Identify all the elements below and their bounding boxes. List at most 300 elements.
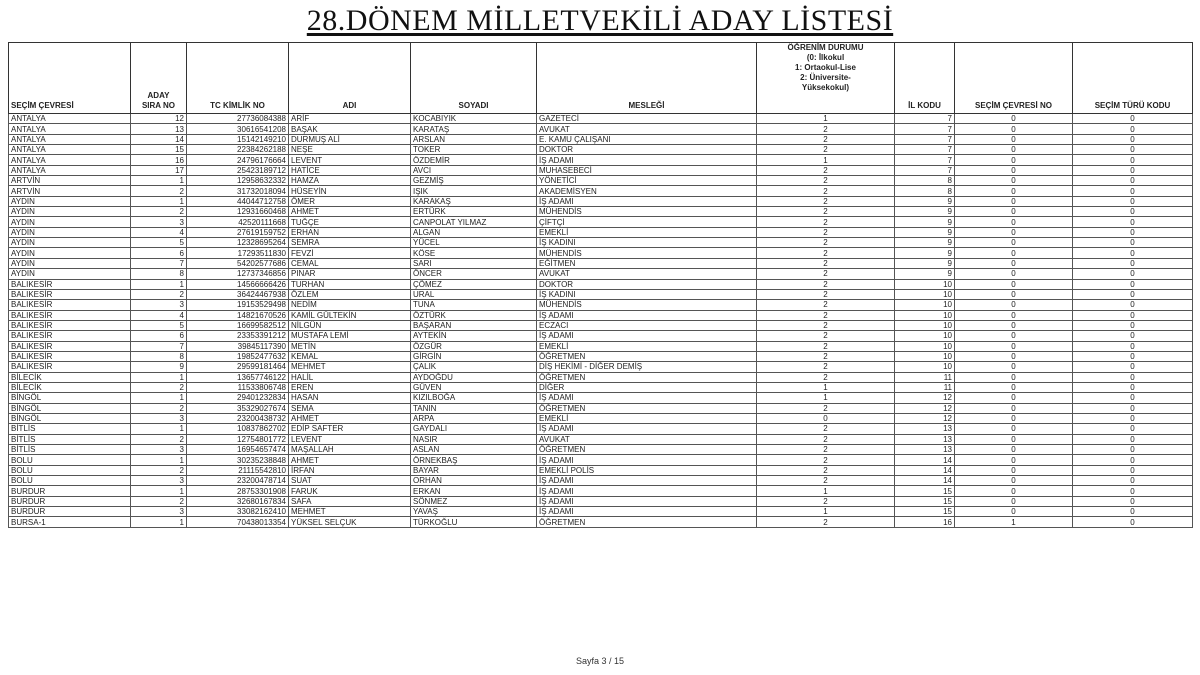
cell-district: AYDIN — [9, 269, 131, 279]
cell-surname: YÜCEL — [411, 238, 537, 248]
cell-tc: 29599181464 — [187, 362, 289, 372]
cell-district: AYDIN — [9, 248, 131, 258]
cell-job: EMEKLİ — [537, 413, 757, 423]
cell-job: MÜHENDİS — [537, 248, 757, 258]
cell-order: 1 — [131, 486, 187, 496]
cell-surname: ÇÖMEZ — [411, 279, 537, 289]
cell-education: 1 — [757, 486, 895, 496]
cell-tc: 12754801772 — [187, 434, 289, 444]
cell-province-code: 9 — [895, 258, 955, 268]
cell-election-type: 0 — [1073, 507, 1193, 517]
cell-job: AVUKAT — [537, 124, 757, 134]
cell-province-code: 10 — [895, 351, 955, 361]
document-title: 28.DÖNEM MİLLETVEKİLİ ADAY LİSTESİ — [306, 4, 894, 37]
cell-education: 2 — [757, 279, 895, 289]
cell-order: 8 — [131, 351, 187, 361]
cell-election-type: 0 — [1073, 517, 1193, 527]
cell-order: 1 — [131, 372, 187, 382]
cell-district: BİTLİS — [9, 434, 131, 444]
cell-district: BURDUR — [9, 486, 131, 496]
cell-district: ANTALYA — [9, 155, 131, 165]
cell-surname: KÖSE — [411, 248, 537, 258]
cell-job: DİĞER — [537, 382, 757, 392]
table-row — [9, 413, 1193, 423]
cell-job: ÖĞRETMEN — [537, 351, 757, 361]
cell-district-no: 0 — [955, 434, 1073, 444]
cell-tc: 12328695264 — [187, 238, 289, 248]
cell-district-no: 0 — [955, 289, 1073, 299]
cell-tc: 27619159752 — [187, 227, 289, 237]
cell-education: 2 — [757, 331, 895, 341]
cell-district-no: 0 — [955, 424, 1073, 434]
cell-province-code: 12 — [895, 393, 955, 403]
cell-tc: 11533806748 — [187, 382, 289, 392]
cell-tc: 30616541208 — [187, 124, 289, 134]
cell-election-type: 0 — [1073, 382, 1193, 392]
header-district-no: SEÇİM ÇEVRESİ NO — [955, 43, 1073, 114]
header-job: MESLEĞİ — [537, 43, 757, 114]
cell-tc: 25423189712 — [187, 165, 289, 175]
cell-job: İŞ KADINI — [537, 238, 757, 248]
cell-province-code: 12 — [895, 413, 955, 423]
cell-name: MEHMET — [289, 362, 411, 372]
cell-surname: TOKER — [411, 145, 537, 155]
cell-name: HATİCE — [289, 165, 411, 175]
cell-surname: ÇALIK — [411, 362, 537, 372]
header-education: ÖĞRENİM DURUMU (0: İlkokul 1: Ortaokul-Lise 2: Üniversite- Yüksekokul) — [757, 43, 895, 114]
cell-province-code: 12 — [895, 403, 955, 413]
cell-order: 7 — [131, 341, 187, 351]
cell-order: 3 — [131, 300, 187, 310]
cell-job: İŞ ADAMI — [537, 455, 757, 465]
cell-job: DOKTOR — [537, 279, 757, 289]
cell-election-type: 0 — [1073, 227, 1193, 237]
cell-province-code: 7 — [895, 124, 955, 134]
cell-education: 2 — [757, 176, 895, 186]
cell-tc: 30235238848 — [187, 455, 289, 465]
table-row — [9, 393, 1193, 403]
cell-district-no: 0 — [955, 372, 1073, 382]
cell-district-no: 0 — [955, 362, 1073, 372]
cell-election-type: 0 — [1073, 258, 1193, 268]
cell-education: 1 — [757, 155, 895, 165]
cell-order: 2 — [131, 186, 187, 196]
cell-election-type: 0 — [1073, 496, 1193, 506]
cell-name: MEHMET — [289, 507, 411, 517]
cell-district-no: 0 — [955, 445, 1073, 455]
cell-district-no: 0 — [955, 114, 1073, 124]
cell-education: 2 — [757, 496, 895, 506]
cell-district: BALIKESİR — [9, 279, 131, 289]
cell-district: BALIKESİR — [9, 341, 131, 351]
cell-province-code: 10 — [895, 320, 955, 330]
cell-name: TUĞÇE — [289, 217, 411, 227]
table-row — [9, 186, 1193, 196]
table-row — [9, 331, 1193, 341]
table-row — [9, 351, 1193, 361]
cell-tc: 15142149210 — [187, 134, 289, 144]
cell-district: ANTALYA — [9, 145, 131, 155]
table-row — [9, 269, 1193, 279]
cell-education: 2 — [757, 445, 895, 455]
table-row — [9, 124, 1193, 134]
cell-education: 2 — [757, 289, 895, 299]
cell-province-code: 9 — [895, 248, 955, 258]
table-row — [9, 207, 1193, 217]
cell-surname: ARPA — [411, 413, 537, 423]
cell-tc: 13657746122 — [187, 372, 289, 382]
cell-order: 2 — [131, 382, 187, 392]
cell-district-no: 0 — [955, 455, 1073, 465]
table-row — [9, 496, 1193, 506]
cell-name: SEMA — [289, 403, 411, 413]
cell-election-type: 0 — [1073, 372, 1193, 382]
cell-tc: 17293511830 — [187, 248, 289, 258]
table-row — [9, 134, 1193, 144]
table-row — [9, 445, 1193, 455]
cell-district-no: 0 — [955, 310, 1073, 320]
cell-district: BURDUR — [9, 507, 131, 517]
cell-name: HÜSEYİN — [289, 186, 411, 196]
cell-education: 2 — [757, 434, 895, 444]
cell-district: AYDIN — [9, 207, 131, 217]
cell-job: İŞ ADAMI — [537, 393, 757, 403]
cell-order: 6 — [131, 331, 187, 341]
cell-province-code: 11 — [895, 372, 955, 382]
cell-name: HALİL — [289, 372, 411, 382]
cell-district-no: 0 — [955, 496, 1073, 506]
cell-job: ÖĞRETMEN — [537, 517, 757, 527]
cell-surname: ASLAN — [411, 445, 537, 455]
cell-district: BALIKESİR — [9, 362, 131, 372]
cell-name: ÖZLEM — [289, 289, 411, 299]
cell-district: BOLU — [9, 465, 131, 475]
cell-district-no: 0 — [955, 507, 1073, 517]
cell-education: 1 — [757, 382, 895, 392]
cell-election-type: 0 — [1073, 238, 1193, 248]
cell-province-code: 13 — [895, 424, 955, 434]
cell-province-code: 8 — [895, 176, 955, 186]
cell-job: İŞ ADAMI — [537, 507, 757, 517]
cell-election-type: 0 — [1073, 341, 1193, 351]
cell-district-no: 0 — [955, 217, 1073, 227]
table-row — [9, 517, 1193, 527]
cell-district: BALIKESİR — [9, 351, 131, 361]
cell-job: İŞ ADAMI — [537, 496, 757, 506]
cell-surname: KARAKAŞ — [411, 196, 537, 206]
cell-order: 6 — [131, 248, 187, 258]
cell-election-type: 0 — [1073, 145, 1193, 155]
cell-election-type: 0 — [1073, 176, 1193, 186]
cell-job: AVUKAT — [537, 269, 757, 279]
cell-order: 4 — [131, 227, 187, 237]
table-body — [9, 114, 1193, 528]
cell-order: 2 — [131, 403, 187, 413]
cell-name: MUSTAFA LEMİ — [289, 331, 411, 341]
cell-name: NEŞE — [289, 145, 411, 155]
cell-district-no: 0 — [955, 351, 1073, 361]
table-row — [9, 114, 1193, 124]
cell-election-type: 0 — [1073, 476, 1193, 486]
cell-tc: 12737346856 — [187, 269, 289, 279]
cell-province-code: 10 — [895, 279, 955, 289]
cell-district: AYDIN — [9, 217, 131, 227]
cell-name: EREN — [289, 382, 411, 392]
cell-province-code: 16 — [895, 517, 955, 527]
cell-election-type: 0 — [1073, 300, 1193, 310]
cell-district-no: 0 — [955, 320, 1073, 330]
table-row — [9, 289, 1193, 299]
cell-order: 15 — [131, 145, 187, 155]
cell-order: 2 — [131, 207, 187, 217]
cell-job: İŞ ADAMI — [537, 331, 757, 341]
cell-order: 1 — [131, 393, 187, 403]
cell-surname: TANIN — [411, 403, 537, 413]
table-row — [9, 310, 1193, 320]
cell-job: ÇİFTÇİ — [537, 217, 757, 227]
table-row — [9, 196, 1193, 206]
cell-province-code: 9 — [895, 269, 955, 279]
table-row — [9, 476, 1193, 486]
cell-district: AYDIN — [9, 258, 131, 268]
cell-job: İŞ ADAMI — [537, 310, 757, 320]
cell-surname: YAVAŞ — [411, 507, 537, 517]
cell-province-code: 10 — [895, 289, 955, 299]
cell-province-code: 7 — [895, 165, 955, 175]
cell-election-type: 0 — [1073, 434, 1193, 444]
cell-tc: 19153529498 — [187, 300, 289, 310]
cell-name: ERHAN — [289, 227, 411, 237]
cell-district: BALIKESİR — [9, 289, 131, 299]
cell-election-type: 0 — [1073, 465, 1193, 475]
cell-surname: NASIR — [411, 434, 537, 444]
cell-job: GAZETECİ — [537, 114, 757, 124]
cell-election-type: 0 — [1073, 134, 1193, 144]
cell-job: İŞ ADAMI — [537, 196, 757, 206]
cell-surname: GÜVEN — [411, 382, 537, 392]
cell-order: 1 — [131, 517, 187, 527]
cell-election-type: 0 — [1073, 320, 1193, 330]
cell-district: ANTALYA — [9, 114, 131, 124]
cell-education: 2 — [757, 165, 895, 175]
cell-district-no: 0 — [955, 186, 1073, 196]
table-row — [9, 238, 1193, 248]
table-row — [9, 434, 1193, 444]
cell-district: BİNGÖL — [9, 413, 131, 423]
cell-province-code: 7 — [895, 155, 955, 165]
cell-district: ANTALYA — [9, 134, 131, 144]
cell-education: 2 — [757, 300, 895, 310]
cell-job: İŞ ADAMI — [537, 486, 757, 496]
cell-job: İŞ KADINI — [537, 289, 757, 299]
cell-district: BİTLİS — [9, 424, 131, 434]
cell-job: ECZACI — [537, 320, 757, 330]
cell-province-code: 8 — [895, 186, 955, 196]
cell-education: 2 — [757, 372, 895, 382]
cell-surname: ERTÜRK — [411, 207, 537, 217]
cell-province-code: 9 — [895, 207, 955, 217]
cell-district: BALIKESİR — [9, 300, 131, 310]
cell-district-no: 0 — [955, 341, 1073, 351]
table-row — [9, 403, 1193, 413]
cell-district: ARTVİN — [9, 186, 131, 196]
cell-name: DURMUŞ ALİ — [289, 134, 411, 144]
cell-district: AYDIN — [9, 196, 131, 206]
cell-district-no: 0 — [955, 145, 1073, 155]
cell-education: 2 — [757, 476, 895, 486]
cell-tc: 12958632332 — [187, 176, 289, 186]
cell-district: BALIKESİR — [9, 320, 131, 330]
cell-name: NİLGÜN — [289, 320, 411, 330]
cell-election-type: 0 — [1073, 413, 1193, 423]
cell-education: 0 — [757, 413, 895, 423]
cell-surname: GEZMİŞ — [411, 176, 537, 186]
cell-name: AHMET — [289, 413, 411, 423]
cell-job: EĞİTMEN — [537, 258, 757, 268]
cell-province-code: 14 — [895, 476, 955, 486]
cell-election-type: 0 — [1073, 217, 1193, 227]
cell-order: 14 — [131, 134, 187, 144]
cell-district: BALIKESİR — [9, 331, 131, 341]
cell-order: 1 — [131, 196, 187, 206]
cell-order: 2 — [131, 465, 187, 475]
cell-surname: BAŞARAN — [411, 320, 537, 330]
cell-election-type: 0 — [1073, 196, 1193, 206]
cell-job: MUHASEBECİ — [537, 165, 757, 175]
cell-name: YÜKSEL SELÇUK — [289, 517, 411, 527]
cell-education: 2 — [757, 455, 895, 465]
cell-surname: AYDOĞDU — [411, 372, 537, 382]
cell-district: BİNGÖL — [9, 393, 131, 403]
cell-district-no: 0 — [955, 165, 1073, 175]
cell-education: 2 — [757, 217, 895, 227]
cell-election-type: 0 — [1073, 403, 1193, 413]
cell-tc: 23200478714 — [187, 476, 289, 486]
header-surname: SOYADI — [411, 43, 537, 114]
cell-job: EMEKLİ POLİS — [537, 465, 757, 475]
cell-province-code: 7 — [895, 145, 955, 155]
cell-district-no: 0 — [955, 196, 1073, 206]
cell-election-type: 0 — [1073, 124, 1193, 134]
cell-district-no: 0 — [955, 207, 1073, 217]
cell-surname: GAYDALI — [411, 424, 537, 434]
cell-education: 2 — [757, 238, 895, 248]
table-row — [9, 486, 1193, 496]
cell-name: ARİF — [289, 114, 411, 124]
cell-order: 3 — [131, 507, 187, 517]
cell-name: SUAT — [289, 476, 411, 486]
cell-surname: BAYAR — [411, 465, 537, 475]
cell-surname: TUNA — [411, 300, 537, 310]
cell-education: 2 — [757, 124, 895, 134]
cell-district-no: 0 — [955, 465, 1073, 475]
cell-tc: 14566666426 — [187, 279, 289, 289]
cell-order: 1 — [131, 176, 187, 186]
cell-district-no: 0 — [955, 331, 1073, 341]
cell-name: CEMAL — [289, 258, 411, 268]
cell-election-type: 0 — [1073, 248, 1193, 258]
cell-job: AKADEMİSYEN — [537, 186, 757, 196]
cell-order: 3 — [131, 476, 187, 486]
cell-district-no: 0 — [955, 413, 1073, 423]
cell-name: KAMİL GÜLTEKİN — [289, 310, 411, 320]
cell-order: 8 — [131, 269, 187, 279]
cell-province-code: 15 — [895, 486, 955, 496]
cell-surname: KOCABIYIK — [411, 114, 537, 124]
cell-tc: 42520111668 — [187, 217, 289, 227]
cell-district-no: 0 — [955, 476, 1073, 486]
cell-district: BİNGÖL — [9, 403, 131, 413]
cell-surname: GİRGİN — [411, 351, 537, 361]
cell-job: ÖĞRETMEN — [537, 372, 757, 382]
cell-surname: ÖNCER — [411, 269, 537, 279]
cell-election-type: 0 — [1073, 393, 1193, 403]
cell-surname: CANPOLAT YILMAZ — [411, 217, 537, 227]
cell-surname: KIZILBOĞA — [411, 393, 537, 403]
cell-education: 2 — [757, 517, 895, 527]
header-name: ADI — [289, 43, 411, 114]
cell-education: 2 — [757, 320, 895, 330]
table-row — [9, 300, 1193, 310]
cell-tc: 39845117390 — [187, 341, 289, 351]
cell-election-type: 0 — [1073, 455, 1193, 465]
cell-job: İŞ ADAMI — [537, 476, 757, 486]
cell-province-code: 7 — [895, 114, 955, 124]
cell-education: 2 — [757, 248, 895, 258]
cell-name: FARUK — [289, 486, 411, 496]
cell-job: YÖNETİCİ — [537, 176, 757, 186]
cell-tc: 16954657474 — [187, 445, 289, 455]
table-row — [9, 145, 1193, 155]
cell-district: ARTVİN — [9, 176, 131, 186]
cell-district: BİTLİS — [9, 445, 131, 455]
cell-name: FEVZİ — [289, 248, 411, 258]
cell-education: 2 — [757, 341, 895, 351]
cell-order: 9 — [131, 362, 187, 372]
cell-tc: 27736084388 — [187, 114, 289, 124]
cell-election-type: 0 — [1073, 310, 1193, 320]
cell-education: 1 — [757, 507, 895, 517]
cell-tc: 54202577686 — [187, 258, 289, 268]
cell-surname: SARI — [411, 258, 537, 268]
cell-name: KEMAL — [289, 351, 411, 361]
table-row — [9, 165, 1193, 175]
header-tc: TC KİMLİK NO — [187, 43, 289, 114]
table-header-row — [9, 43, 1193, 114]
cell-election-type: 0 — [1073, 155, 1193, 165]
cell-tc: 19852477632 — [187, 351, 289, 361]
table-row — [9, 248, 1193, 258]
cell-election-type: 0 — [1073, 424, 1193, 434]
header-province-code: İL KODU — [895, 43, 955, 114]
cell-district: ANTALYA — [9, 124, 131, 134]
cell-order: 12 — [131, 114, 187, 124]
cell-education: 2 — [757, 465, 895, 475]
cell-order: 3 — [131, 445, 187, 455]
cell-education: 2 — [757, 310, 895, 320]
cell-district-no: 0 — [955, 300, 1073, 310]
cell-district-no: 0 — [955, 486, 1073, 496]
cell-job: MÜHENDİS — [537, 207, 757, 217]
cell-surname: ORHAN — [411, 476, 537, 486]
table-row — [9, 424, 1193, 434]
cell-order: 2 — [131, 289, 187, 299]
cell-district-no: 0 — [955, 393, 1073, 403]
cell-job: AVUKAT — [537, 434, 757, 444]
cell-district-no: 0 — [955, 124, 1073, 134]
cell-province-code: 9 — [895, 238, 955, 248]
cell-education: 2 — [757, 134, 895, 144]
